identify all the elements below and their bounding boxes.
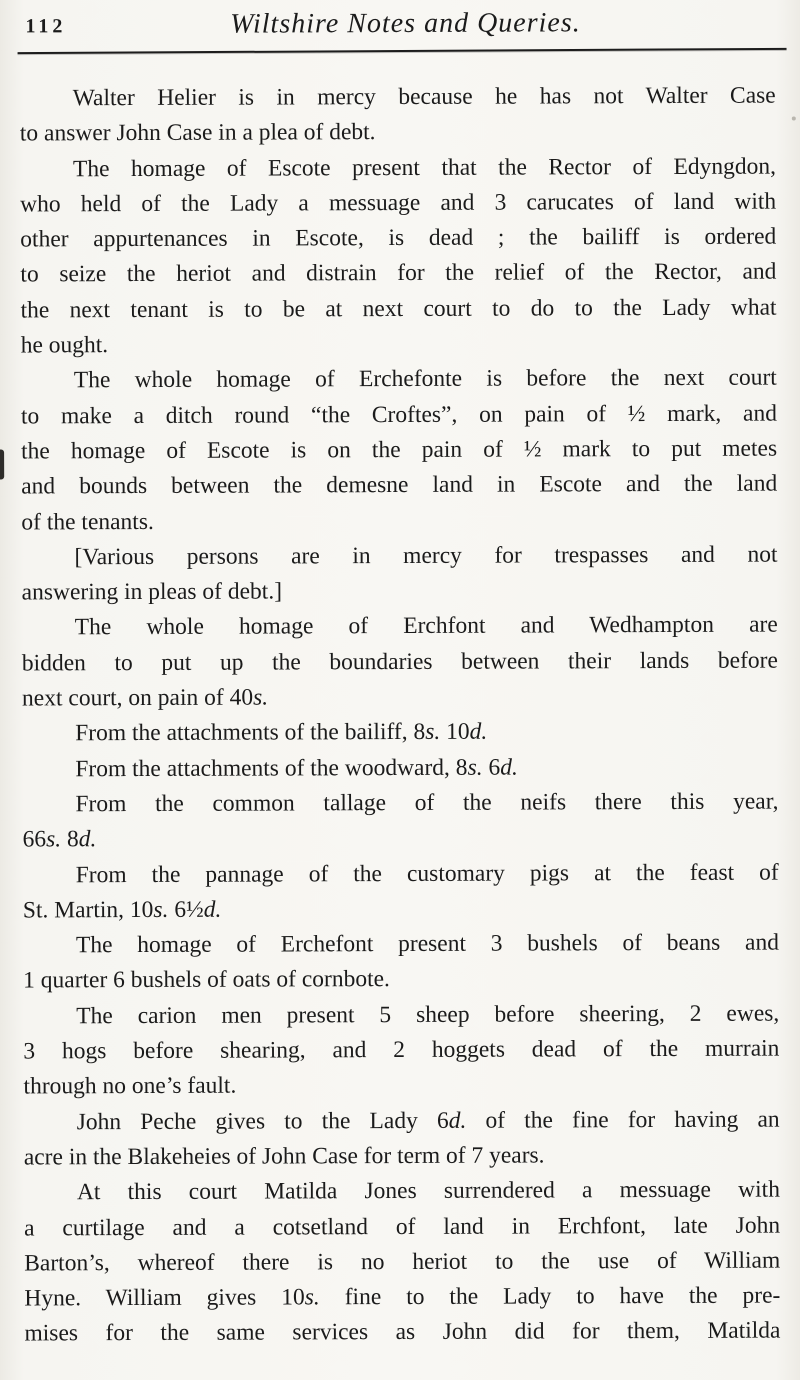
- text-line: through no one’s fault.: [23, 1072, 237, 1100]
- text-line: acre in the Blakeheies of John Case for term of 7 years.: [23, 1142, 545, 1171]
- text-line: From the pannage of the customary pigs at the feast of: [75, 859, 779, 888]
- text-line: who held of the Lady a messuage and 3 carucates of land with: [20, 188, 777, 218]
- text-line: a curtilage and a cotsetland of land in Erchfont, late John: [24, 1212, 781, 1241]
- scan-artifact: [0, 450, 4, 480]
- text-line: The whole homage of Erchfont and Wedhampton are: [74, 612, 778, 641]
- text-line: he ought.: [20, 332, 109, 359]
- text-line: The whole homage of Erchefonte is before the next court: [73, 364, 777, 394]
- text-line: the next tenant is to be at next court to do to the Lady what: [20, 294, 777, 324]
- text-line: the homage of Escote is on the pain of ½ mark to put metes: [21, 435, 778, 465]
- text-line: From the attachments of the bailiff, 8s. 10d.: [75, 719, 488, 747]
- text-line: The carion men present 5 sheep before sheering, 2 ewes,: [76, 1000, 780, 1029]
- page-header: [25, 7, 785, 50]
- text-line: next court, on pain of 40s.: [21, 684, 269, 712]
- page-number: 112: [25, 15, 67, 38]
- text-line: mises for the same services as John did for them, Matilda: [24, 1317, 781, 1347]
- text-line: of the tenants.: [21, 508, 154, 536]
- text-line: bidden to put up the boundaries between their lands before: [21, 647, 778, 677]
- text-line: 1 quarter 6 bushels of oats of cornbote.: [23, 966, 390, 994]
- text-line: St. Martin, 10s. 6½d.: [22, 896, 222, 924]
- text-line: to make a ditch round “the Croftes”, on pain of ½ mark, and: [20, 400, 777, 430]
- text-line: to answer John Case in a plea of debt.: [19, 119, 376, 147]
- text-line: At this court Matilda Jones surrendered a messuage with: [76, 1176, 780, 1206]
- text-line: answering in pleas of debt.]: [21, 578, 283, 606]
- text-line: The homage of Escote present that the Rector of Edyngdon,: [72, 153, 777, 182]
- running-title: Wiltshire Notes and Queries.: [230, 7, 581, 40]
- scan-speck: [792, 116, 796, 120]
- text-line: to seize the heriot and distrain for the relief of the Rector, and: [20, 259, 777, 288]
- text-line: John Peche gives to the Lady 6d. of the fine for having an: [76, 1106, 780, 1135]
- text-line: and bounds between the demesne land in Escote and the land: [21, 470, 778, 500]
- text-line: Barton’s, whereof there is no heriot to the use of William: [24, 1247, 781, 1277]
- text-line: other appurtenances in Escote, is dead ; the bailiff is ordered: [20, 223, 777, 253]
- page-body: [20, 79, 781, 1353]
- text-line: 3 hogs before shearing, and 2 hoggets dead of the murrain: [23, 1035, 780, 1065]
- text-line: From the common tallage of the neifs there this year,: [75, 788, 779, 818]
- text-line: The homage of Erchefont present 3 bushels of beans and: [75, 929, 780, 959]
- text-line: 66s. 8d.: [22, 826, 97, 853]
- text-line: [Various persons are in mercy for trespasses and not: [74, 541, 778, 571]
- text-line: From the attachments of the woodward, 8s. 6d.: [75, 754, 518, 782]
- text-line: Walter Helier is in mercy because he has not Walter Case: [72, 82, 776, 112]
- text-line: Hyne. William gives 10s. fine to the Lady to have the pre-: [24, 1282, 781, 1312]
